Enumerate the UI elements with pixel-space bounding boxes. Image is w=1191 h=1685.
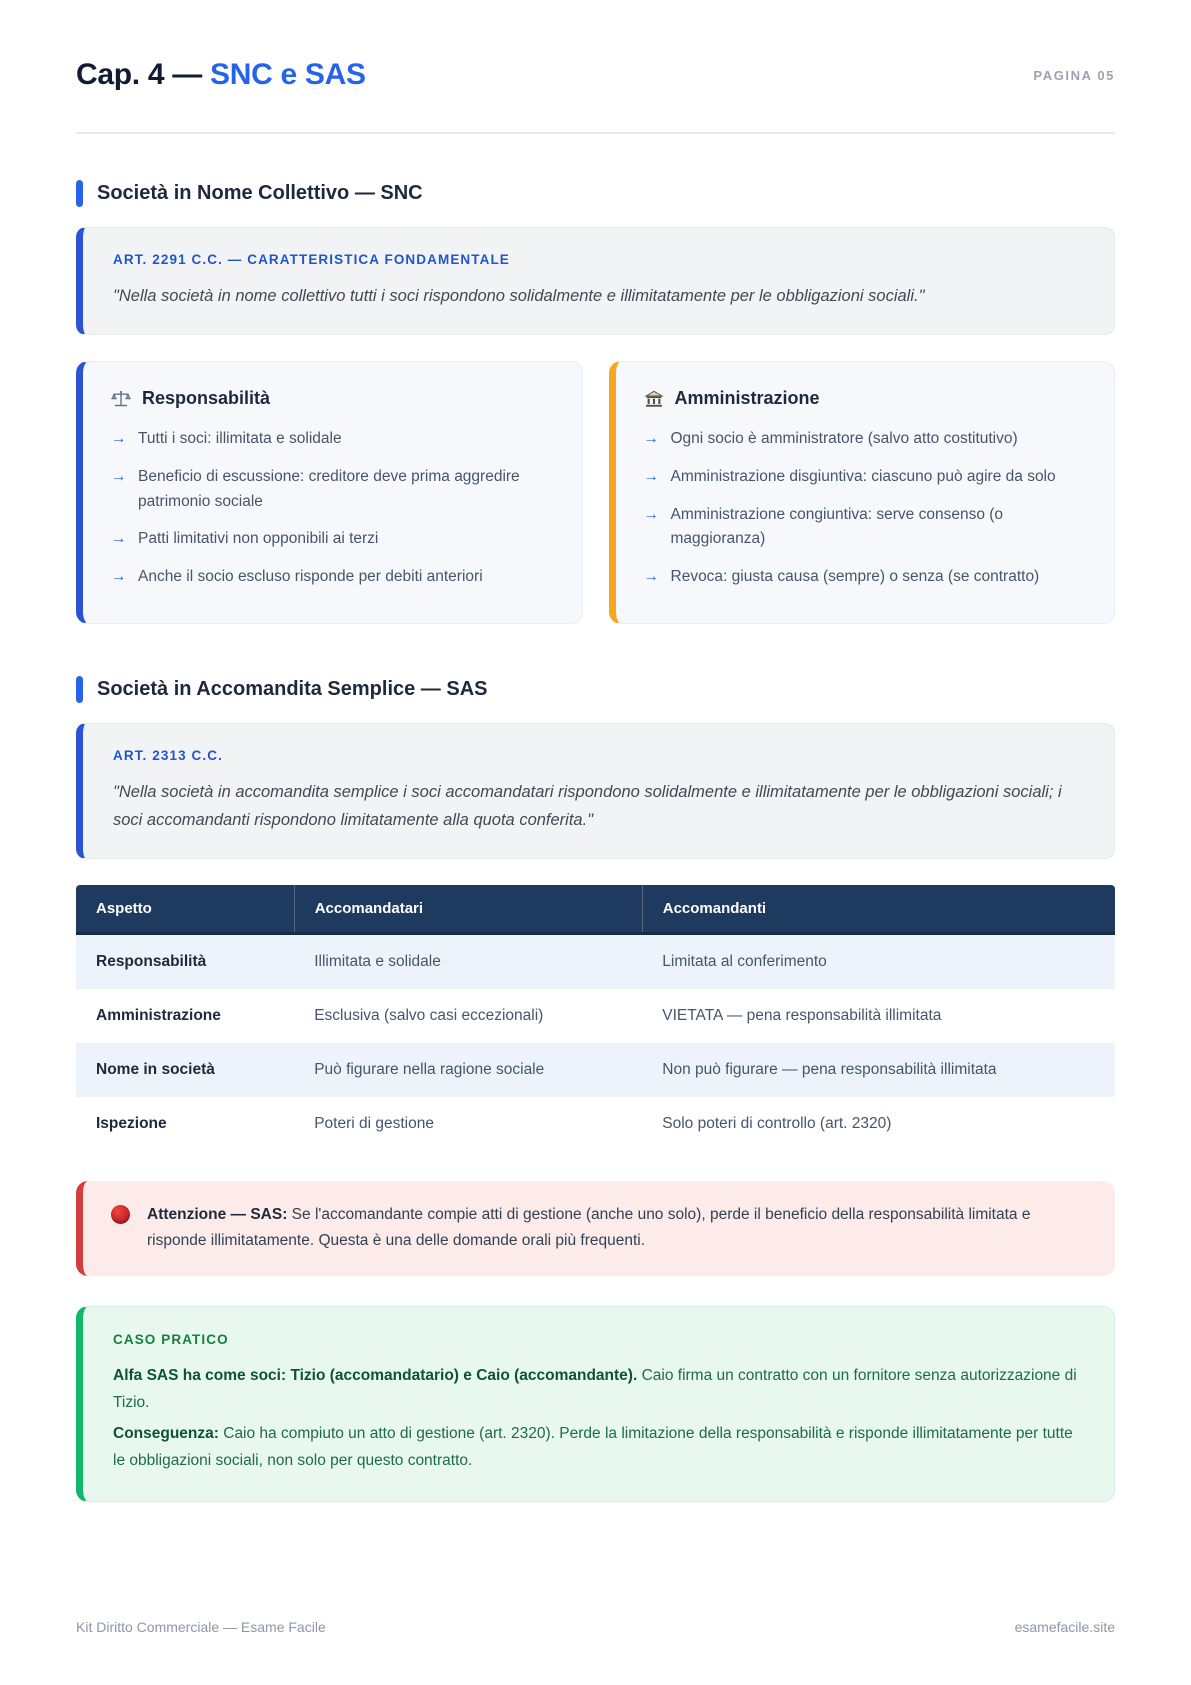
card-amministrazione-label: Amministrazione <box>674 388 820 409</box>
case-study-box <box>76 1306 1115 1503</box>
case-study-line-1-text: Caio firma un contratto con un fornitore senza autorizzazione di Tizio. <box>113 1366 1077 1411</box>
table-cell-accomandatari: Poteri di gestione <box>314 1115 434 1133</box>
table-cell-accomandatari: Può figurare nella ragione sociale <box>314 1061 545 1079</box>
card-responsabilita <box>76 361 583 624</box>
card-amministrazione-title <box>644 388 1087 409</box>
section-title-sas-label: Società in Accomandita Semplice — SAS <box>97 678 488 701</box>
table-row <box>76 934 1115 990</box>
comparison-table <box>76 885 1115 1151</box>
card-amministrazione <box>609 361 1116 624</box>
table-cell-accomandanti: Non può figurare — pena responsabilità illimitata <box>662 1061 997 1079</box>
list-item: → Revoca: giusta causa (sempre) o senza (se contratto) <box>644 565 1087 590</box>
table-header <box>76 885 1115 934</box>
law-box-quote: "Nella società in accomandita semplice i soci accomandatari rispondono solidalmente e illimitatamente per le obbligazioni sociali; i soci accomandanti rispondono limitatamente alla quota conferita." <box>113 783 1062 830</box>
table-header-accomandatari: Accomandatari <box>294 885 642 934</box>
snc-cards-row <box>76 361 1115 624</box>
table-cell-aspect: Responsabilità <box>96 953 207 971</box>
table-row <box>76 1097 1115 1151</box>
table-cell-accomandatari: Illimitata e solidale <box>314 953 441 971</box>
red-circle-icon <box>111 1205 130 1224</box>
classical-building-icon <box>644 389 664 409</box>
section-title-sas <box>76 676 1115 703</box>
header-divider <box>76 132 1115 134</box>
case-study-line-1-bold: Alfa SAS ha come soci: Tizio (accomandatario) e Caio (accomandante). <box>113 1366 638 1384</box>
warning-text <box>147 1202 1087 1255</box>
warning-title: Attenzione — SAS: <box>147 1206 288 1224</box>
table-header-accomandanti: Accomandanti <box>642 885 1115 934</box>
section-bar-icon <box>76 676 83 703</box>
card-responsabilita-label: Responsabilità <box>142 388 271 409</box>
case-study-line-2 <box>113 1420 1084 1474</box>
chapter-title-highlight: SNC e SAS <box>210 58 366 91</box>
footer-left: Kit Diritto Commerciale — Esame Facile <box>76 1619 326 1635</box>
page-header <box>76 58 1115 92</box>
card-responsabilita-list <box>111 427 554 590</box>
law-box-label: ART. 2291 C.C. — CARATTERISTICA FONDAMENTALE <box>113 252 510 267</box>
case-study-label: CASO PRATICO <box>113 1331 229 1347</box>
table-cell-accomandanti: Limitata al conferimento <box>662 953 827 971</box>
law-box-label: ART. 2313 C.C. <box>113 748 223 764</box>
list-item: → Ogni socio è amministratore (salvo atto costitutivo) <box>644 427 1087 452</box>
balance-scale-icon <box>111 389 131 409</box>
table-cell-aspect: Ispezione <box>96 1115 167 1133</box>
list-item: → Tutti i soci: illimitata e solidale <box>111 427 554 452</box>
section-title-snc-label: Società in Nome Collettivo — SNC <box>97 182 423 204</box>
list-item: → Anche il socio escluso risponde per debiti anteriori <box>111 565 554 590</box>
law-box-quote: "Nella società in nome collettivo tutti i soci rispondono solidalmente e illimitatamente per le obbligazioni sociali." <box>113 287 925 305</box>
warning-body: Se l'accomandante compie atti di gestione (anche uno solo), perde il beneficio della responsabilità limitata e risponde illimitatamente. Questa è una delle domande orali più frequenti. <box>147 1206 1031 1250</box>
card-responsabilita-title <box>111 388 554 409</box>
table-cell-aspect: Amministrazione <box>96 1007 221 1025</box>
table-header-aspetto: Aspetto <box>76 885 294 934</box>
warning-box <box>76 1181 1115 1276</box>
table-body <box>76 934 1115 1152</box>
list-item: → Beneficio di escussione: creditore deve prima aggredire patrimonio sociale <box>111 465 554 515</box>
law-box-art-2313 <box>76 723 1115 859</box>
chapter-title-prefix: Cap. 4 — <box>76 58 210 91</box>
case-study-line-1 <box>113 1362 1084 1416</box>
section-bar-icon <box>76 180 83 207</box>
law-box-art-2291 <box>76 227 1115 335</box>
case-study-line-2-text: Caio ha compiuto un atto di gestione (art. 2320). Perde la limitazione della responsabilità e risponde illimitatamente per tutte le obbligazioni sociali, non solo per questo contratto. <box>113 1425 1073 1470</box>
footer-right: esamefacile.site <box>1014 1619 1115 1635</box>
list-item: → Amministrazione disgiuntiva: ciascuno può agire da solo <box>644 465 1087 490</box>
table-row <box>76 989 1115 1043</box>
page-footer <box>76 1619 1115 1635</box>
list-item: → Amministrazione congiuntiva: serve consenso (o maggioranza) <box>644 503 1087 553</box>
table-row <box>76 1043 1115 1097</box>
table-cell-aspect: Nome in società <box>96 1061 215 1079</box>
page-number: PAGINA 05 <box>1033 67 1115 83</box>
card-amministrazione-list <box>644 427 1087 590</box>
table-cell-accomandatari: Esclusiva (salvo casi eccezionali) <box>314 1007 544 1025</box>
table-cell-accomandanti: VIETATA — pena responsabilità illimitata <box>662 1007 942 1025</box>
chapter-title <box>76 58 366 92</box>
list-item: → Patti limitativi non opponibili ai terzi <box>111 527 554 552</box>
case-study-line-2-bold: Conseguenza: <box>113 1425 219 1443</box>
section-title-snc <box>76 180 1115 207</box>
table-cell-accomandanti: Solo poteri di controllo (art. 2320) <box>662 1115 892 1133</box>
